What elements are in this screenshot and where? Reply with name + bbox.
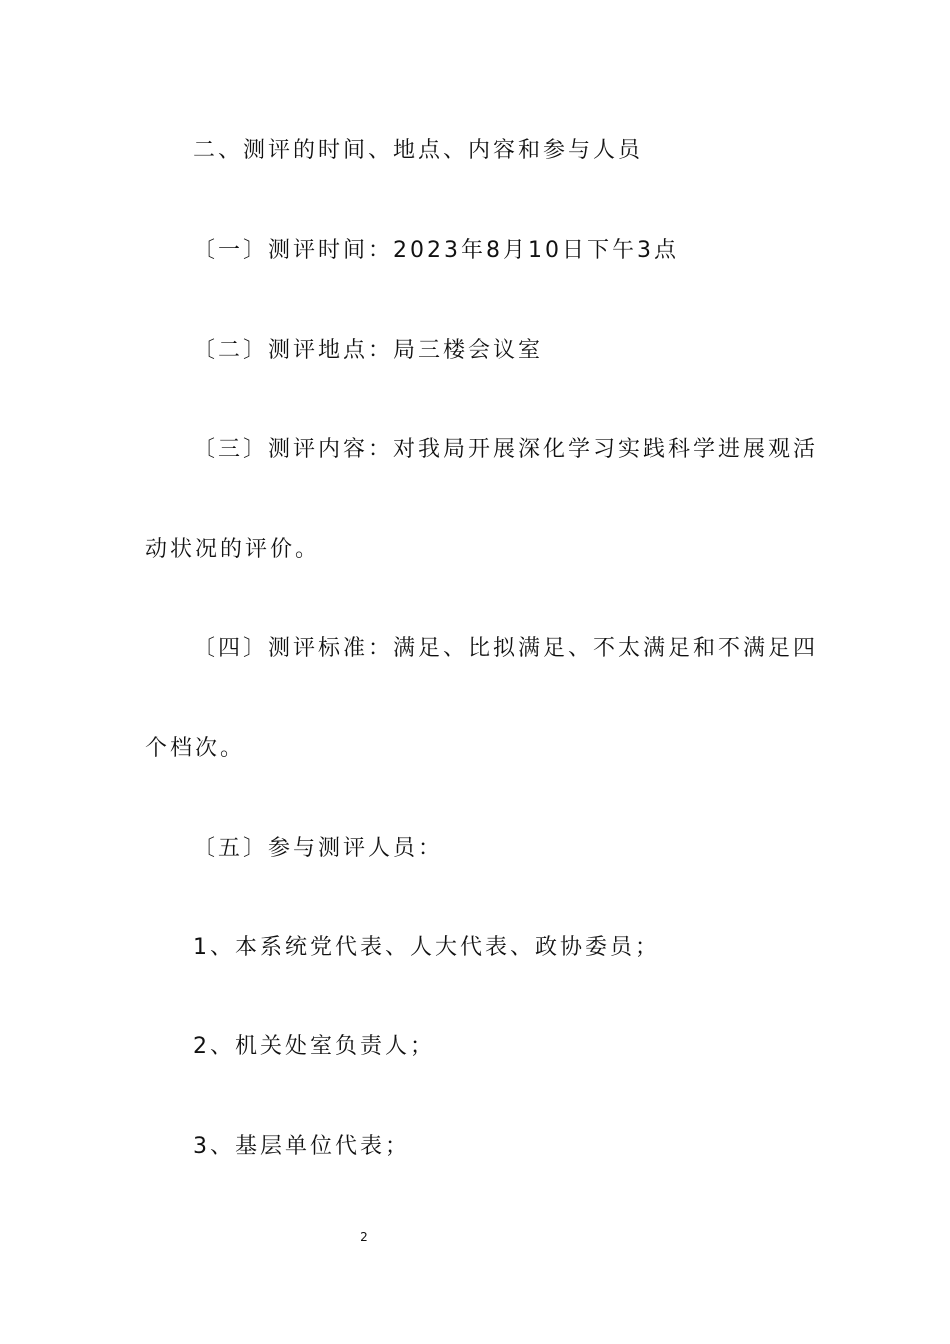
paragraph-content: 〔三〕测评内容：对我局开展深化学习实践科学进展观活 — [193, 437, 819, 462]
list-item: 2、机关处室负责人； — [193, 1034, 435, 1059]
list-item: 3、基层单位代表； — [193, 1134, 410, 1159]
paragraph-participants: 〔五〕参与测评人员： — [193, 836, 444, 861]
paragraph-content-continued: 动状况的评价。 — [145, 537, 321, 562]
section-heading: 二、测评的时间、地点、内容和参与人员 — [193, 138, 644, 163]
paragraph-time: 〔一〕测评时间：2023年8月10日下午3点 — [193, 238, 679, 263]
paragraph-standard: 〔四〕测评标准：满足、比拟满足、不太满足和不满足四 — [193, 636, 819, 661]
page-number: 2 — [360, 1230, 368, 1244]
paragraph-location: 〔二〕测评地点：局三楼会议室 — [193, 338, 544, 363]
paragraph-standard-continued: 个档次。 — [145, 736, 246, 761]
list-item: 1、本系统党代表、人大代表、政协委员； — [193, 935, 660, 960]
